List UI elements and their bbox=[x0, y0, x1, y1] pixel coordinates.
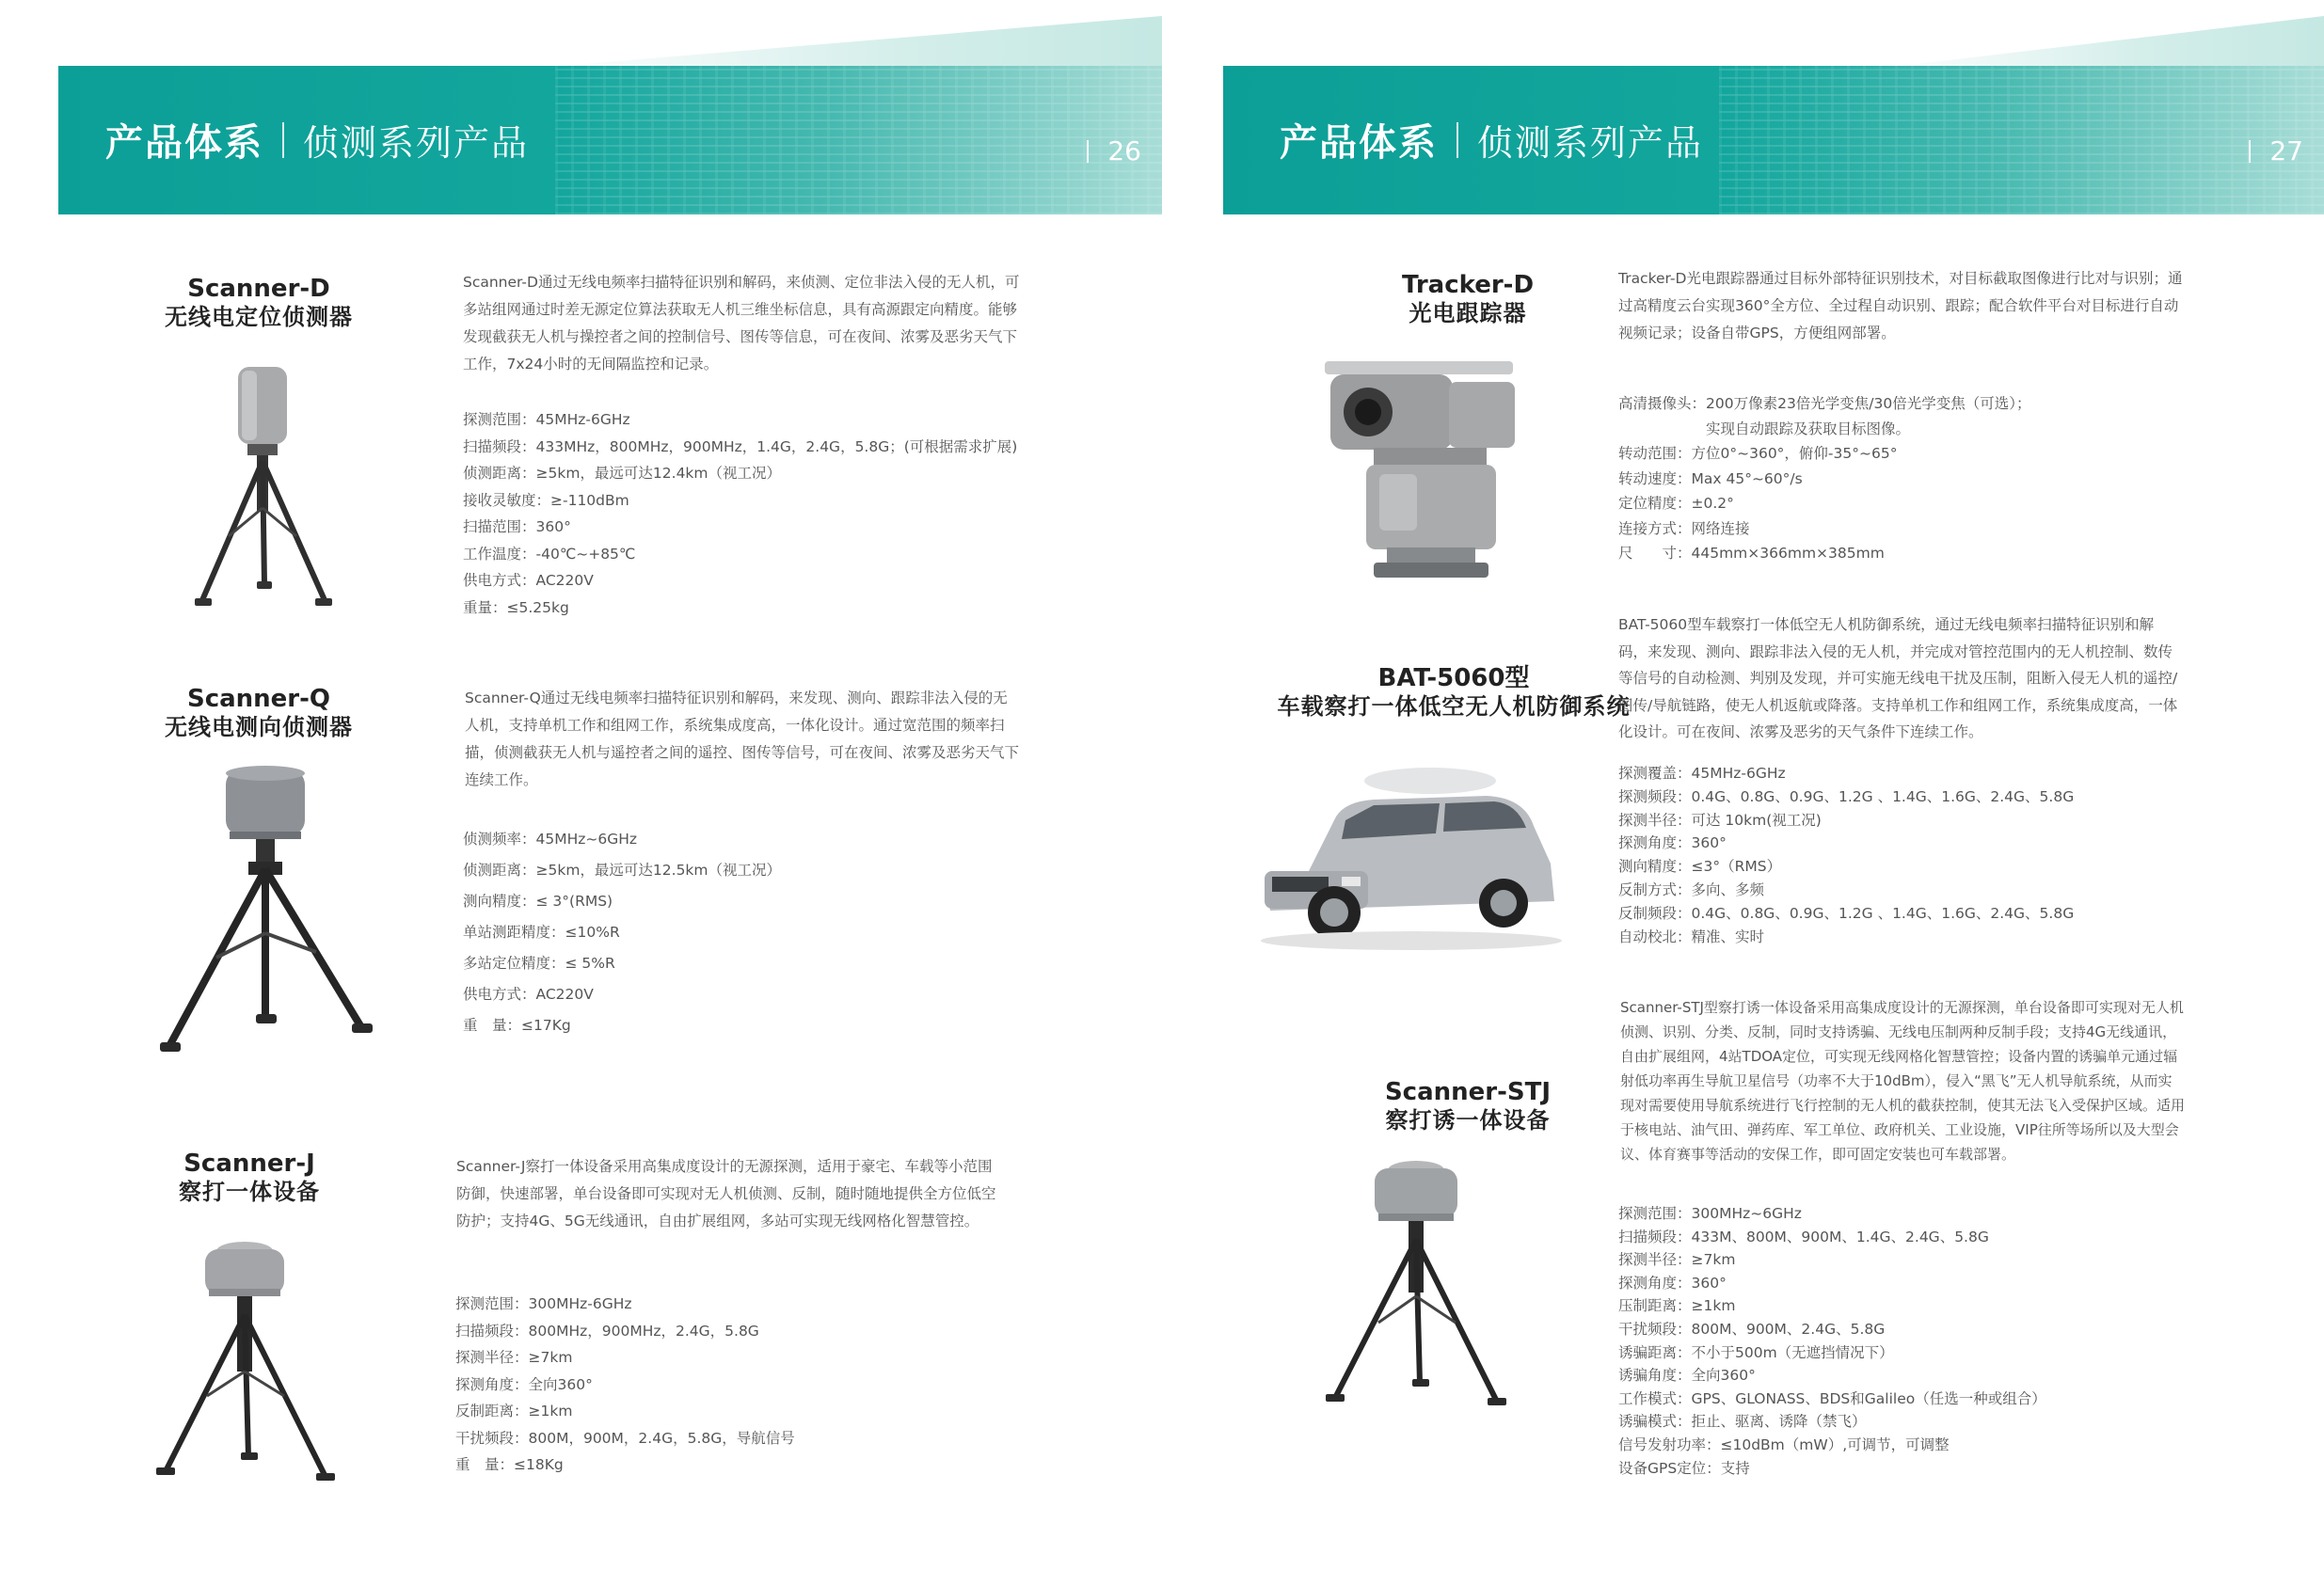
spec-item: 诱骗角度：全向360° bbox=[1618, 1367, 1756, 1385]
spec-item: 测向精度：≤ 3°(RMS) bbox=[463, 893, 613, 910]
spec-list bbox=[463, 824, 781, 1041]
header-title-sub: 侦测系列产品 bbox=[303, 122, 530, 164]
spec-item: 探测半径：≥7km bbox=[455, 1349, 573, 1366]
spec-item: 定位精度：±0.2° bbox=[1618, 495, 1734, 512]
spec-item: 探测范围：300MHz-6GHz bbox=[455, 1295, 632, 1312]
spec-item: 尺 寸：445mm×366mm×385mm bbox=[1618, 545, 1885, 562]
product-name-cn: 光电跟踪器 bbox=[1409, 300, 1527, 326]
spec-item: 干扰频段：800M，900M，2.4G，5.8G，导航信号 bbox=[455, 1429, 795, 1447]
header-pattern bbox=[555, 66, 1162, 214]
spec-item: 探测范围：300MHz~6GHz bbox=[1618, 1205, 1802, 1222]
product-title bbox=[1341, 271, 1595, 327]
product-description: Scanner-STJ型察打诱一体设备采用高集成度设计的无源探测，单台设备即可实现对无人机侦测、识别、分类、反制，同时支持诱骗、无线电压制两种反制手段；支持4G无线通讯，自由扩展组网，4站TDOA定位，可实现无线网格化智慧管控；设备内置的诱骗单元通过辐射低功率再生导航卫星信号（功率不大于10dBm），侵入“黑飞”无人机导航系统，从而实现对需要使用导航系统进行飞行控制的无人机的截获控制，使其无法飞入受保护区域。适用于核电站、油气田、弹药库、军工单位、政府机关、工业设施，VIP往所等场所以及大型会议、体育赛事等活动的安保工作，即可固定安装也可车载部署。 bbox=[1620, 999, 2186, 1163]
spec-item: 供电方式：AC220V bbox=[463, 986, 594, 1003]
spec-list bbox=[463, 406, 1017, 621]
spec-item: 探测频段：0.4G、0.8G、0.9G、1.2G 、1.4G、1.6G、2.4G、5.8G bbox=[1618, 787, 2075, 805]
right-page bbox=[1162, 0, 2324, 1586]
header-title-sub: 侦测系列产品 bbox=[1477, 122, 1704, 164]
product-title bbox=[1341, 1078, 1595, 1134]
product-title bbox=[132, 275, 386, 331]
product-name-en: Scanner-Q bbox=[186, 685, 331, 713]
product-name-en: BAT-5060型 bbox=[1377, 664, 1530, 692]
product-name-cn: 无线电测向侦测器 bbox=[165, 714, 353, 740]
spec-item: 探测覆盖：45MHz-6GHz bbox=[1618, 765, 1786, 782]
spec-item: 侦测距离：≥5km，最远可达12.4km（视工况） bbox=[463, 465, 782, 482]
spec-item: 工作温度：-40℃~+85℃ bbox=[463, 545, 636, 563]
spec-item: 压制距离：≥1km bbox=[1618, 1297, 1736, 1315]
spec-item: 侦测距离：≥5km，最远可达12.5km（视工况） bbox=[463, 862, 782, 879]
product-description: BAT-5060型车载察打一体低空无人机防御系统，通过无线电频率扫描特征识别和解码，来发现、测向、跟踪非法入侵的无人机，并完成对管控范围内的无人机控制、数传等信号的自动检测、判别及发现，并可实施无线电干扰及压制，阻断入侵无人机的遥控/图传/导航链路，使无人机返航或降落。支持单机工作和组网工作，系统集成度高，一体化设计。可在夜间、浓雾及恶劣的天气条件下连续工作。 bbox=[1618, 616, 2178, 740]
header-divider bbox=[1456, 122, 1458, 158]
product-title bbox=[1237, 664, 1670, 721]
page-header bbox=[1223, 66, 2324, 214]
product-name-cn: 察打诱一体设备 bbox=[1385, 1107, 1551, 1134]
scanner-j-image bbox=[151, 1230, 339, 1484]
spec-item: 探测半径：≥7km bbox=[1618, 1251, 1736, 1269]
spec-item: 反制频段：0.4G、0.8G、0.9G、1.2G 、1.4G、1.6G、2.4G、5.8G bbox=[1618, 904, 2075, 922]
product-description: Scanner-D通过无线电频率扫描特征识别和解码，来侦测、定位非法入侵的无人机，可多站组网通过时差无源定位算法获取无人机三维坐标信息，具有高源跟定向精度。能够发现截获无人机与操控者之间的控制信号、图传等信息，可在夜间、浓雾及恶劣天气下工作，7x24小时的无间隔监控和记录。 bbox=[463, 274, 1020, 373]
spec-item: 转动速度：Max 45°~60°/s bbox=[1618, 469, 1803, 487]
header-pattern bbox=[1719, 66, 2324, 214]
spec-item: 侦测频率：45MHz~6GHz bbox=[463, 831, 638, 848]
spec-item: 单站测距精度：≤10%R bbox=[463, 924, 620, 941]
spec-item: 连接方式：网络连接 bbox=[1618, 519, 1750, 537]
header-accent-line bbox=[527, 16, 1162, 69]
spec-item: 工作模式：GPS、GLONASS、BDS和Galileo（任选一种或组合） bbox=[1618, 1389, 2046, 1407]
spec-item: 探测角度：360° bbox=[1618, 1274, 1727, 1292]
spec-item: 诱骗距离：不小于500m（无遮挡情况下） bbox=[1618, 1343, 1894, 1361]
spec-list bbox=[1618, 1202, 2046, 1480]
spec-item: 干扰频段：800M、900M、2.4G、5.8G bbox=[1618, 1320, 1886, 1338]
product-description: Tracker-D光电跟踪器通过目标外部特征识别技术，对目标截取图像进行比对与识别；通过高精度云台实现360°全方位、全过程自动识别、跟踪；配合软件平台对目标进行自动视频记录；设备自带GPS，方便组网部署。 bbox=[1618, 270, 2183, 341]
product-name-en: Tracker-D bbox=[1401, 271, 1535, 299]
product-name-cn: 无线电定位侦测器 bbox=[165, 304, 353, 330]
header-divider bbox=[282, 122, 284, 158]
spec-item: 反制方式：多向、多频 bbox=[1618, 880, 1765, 898]
scanner-stj-image bbox=[1322, 1155, 1510, 1414]
header-title-bold: 产品体系 bbox=[105, 121, 263, 165]
page-number bbox=[1087, 135, 1141, 167]
product-title bbox=[132, 685, 386, 741]
scanner-q-image bbox=[151, 764, 376, 1065]
product-description: Scanner-J察打一体设备采用高集成度设计的无源探测，适用于豪宅、车载等小范围防御，快速部署，单台设备即可实现对无人机侦测、反制，随时随地提供全方位低空防护；支持4G、5G无线通讯，自由扩展组网，多站可实现无线网格化智慧管控。 bbox=[456, 1158, 996, 1229]
spec-item: 反制距离：≥1km bbox=[455, 1403, 573, 1419]
spec-item: 扫描范围：360° bbox=[463, 518, 571, 535]
page-header bbox=[58, 66, 1162, 214]
spec-item: 转动范围：方位0°~360°，俯仰-35°~65° bbox=[1618, 445, 1898, 462]
spec-item: 供电方式：AC220V bbox=[463, 572, 594, 589]
spec-item: 扫描频段：433MHz，800MHz，900MHz，1.4G，2.4G，5.8G；(可根据需求扩展) bbox=[463, 437, 1018, 455]
product-name-en: Scanner-J bbox=[183, 1150, 315, 1178]
product-name-en: Scanner-D bbox=[187, 275, 330, 303]
spec-item: 重量：≤5.25kg bbox=[463, 598, 569, 616]
header-title bbox=[105, 113, 529, 167]
spec-item: 实现自动跟踪及获取目标图像。 bbox=[1618, 420, 1911, 437]
spec-item: 自动校北：精准、实时 bbox=[1618, 928, 1765, 945]
spec-item: 探测角度：全向360° bbox=[455, 1375, 593, 1393]
spec-item: 探测范围：45MHz-6GHz bbox=[463, 411, 630, 428]
header-title-bold: 产品体系 bbox=[1280, 121, 1438, 165]
spec-item: 重 量：≤18Kg bbox=[455, 1456, 564, 1473]
scanner-d-image bbox=[174, 357, 353, 616]
product-description: Scanner-Q通过无线电频率扫描特征识别和解码，来发现、测向、跟踪非法入侵的无人机，支持单机工作和组网工作，系统集成度高，一体化设计。通过宽范围的频率扫描，侦测截获无人机与遥控者之间的遥控、图传等信号，可在夜间、浓雾及恶劣天气下连续工作。 bbox=[465, 690, 1020, 788]
spec-list bbox=[455, 1291, 795, 1479]
spec-item: 多站定位精度：≤ 5%R bbox=[463, 955, 615, 972]
spec-item: 测向精度：≤3°（RMS） bbox=[1618, 858, 1782, 876]
spec-item: 信号发射功率：≤10dBm（mW）,可调节，可调整 bbox=[1618, 1435, 1950, 1453]
spec-item: 扫描频段：433M、800M、900M、1.4G、2.4G、5.8G bbox=[1618, 1228, 1989, 1245]
spec-item: 探测角度：360° bbox=[1618, 834, 1727, 852]
page-number-text: 26 bbox=[1107, 135, 1141, 167]
spec-item: 设备GPS定位：支持 bbox=[1618, 1459, 1750, 1477]
spec-item: 重 量：≤17Kg bbox=[463, 1017, 571, 1034]
spec-item: 诱骗模式：拒止、驱离、诱降（禁飞） bbox=[1618, 1413, 1867, 1431]
page-number bbox=[2249, 135, 2303, 167]
spec-list bbox=[1618, 762, 2074, 948]
spec-item: 扫描频段：800MHz，900MHz，2.4G，5.8G bbox=[455, 1322, 759, 1340]
vehicle-image bbox=[1251, 760, 1571, 953]
spec-item: 高清摄像头：200万像素23倍光学变焦/30倍光学变焦（可选）； bbox=[1618, 395, 2031, 412]
product-name-en: Scanner-STJ bbox=[1384, 1078, 1552, 1106]
product-name-cn: 车载察打一体低空无人机防御系统 bbox=[1277, 693, 1631, 720]
tracker-d-image bbox=[1317, 354, 1534, 589]
product-title bbox=[122, 1150, 376, 1206]
spec-item: 接收灵敏度：≥-110dBm bbox=[463, 491, 629, 509]
header-accent-line bbox=[1877, 16, 2324, 69]
spec-list bbox=[1618, 391, 2031, 566]
page-number-text: 27 bbox=[2269, 135, 2303, 167]
spec-item: 探测半径：可达 10km(视工况) bbox=[1618, 811, 1822, 829]
product-name-cn: 察打一体设备 bbox=[179, 1179, 320, 1205]
header-title bbox=[1280, 113, 1703, 167]
